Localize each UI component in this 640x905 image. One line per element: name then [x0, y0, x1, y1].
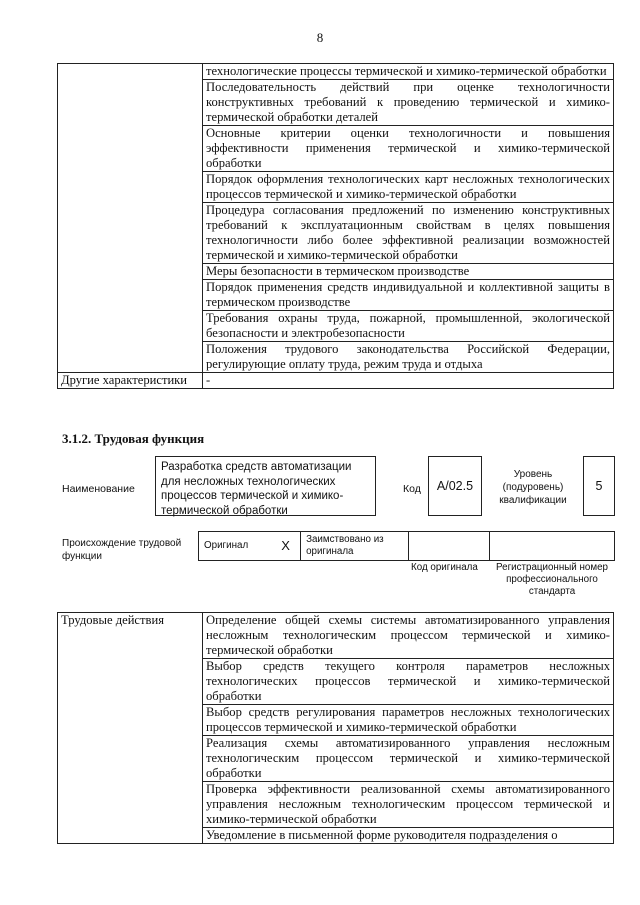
origin-mark: X: [276, 532, 300, 561]
table-cell: Определение общей схемы системы автоматизированного управления несложным технологическим процессом термической и химико-термической обработки: [203, 613, 614, 659]
level-label: Уровень (подуровень) квалификации: [499, 469, 567, 506]
other-characteristics-value: -: [203, 373, 614, 389]
level-value: 5: [583, 456, 615, 516]
origin-original-label: Оригинал: [199, 532, 277, 561]
table-cell: Требования охраны труда, пожарной, промышленной, экологической безопасности и электробезопасности: [203, 311, 614, 342]
labor-actions-table: [57, 612, 614, 844]
table-cell: Выбор средств текущего контроля параметров несложных технологических процессов термической и химико-термической обработки: [203, 659, 614, 705]
page-number: 8: [316, 30, 324, 45]
table-row: [58, 613, 614, 659]
table-cell: Процедура согласования предложений по изменению конструктивных требований к эксплуатационным свойствам в целях повышения технологичности либо более эффективной реализации возможностей термической и химико-термической обработки: [203, 203, 614, 264]
table-cell: Проверка эффективности реализованной схемы автоматизированного управления несложным технологическим процессом термической и химико-термической обработки: [203, 782, 614, 828]
other-characteristics-label: Другие характеристики: [58, 373, 203, 389]
table-cell: Основные критерии оценки технологичности и повышения эффективности применения термической и химико-термической обработки: [203, 126, 614, 172]
origin-borrowed-label: Заимствовано из оригинала: [301, 532, 409, 561]
table-cell: Уведомление в письменной форме руководителя подразделения о: [203, 828, 614, 844]
section-heading: 3.1.2. Трудовая функция: [62, 431, 205, 446]
table-cell: Положения трудового законодательства Российской Федерации, регулирующие оплату труда, режим труда и отдыха: [203, 342, 614, 373]
caption-code: Код оригинала: [411, 562, 478, 573]
table-cell: Порядок оформления технологических карт несложных технологических процессов термической и химико-термической обработки: [203, 172, 614, 203]
table-cell: технологические процессы термической и химико-термической обработки: [203, 64, 614, 80]
origin-label: Происхождение трудовой функции: [62, 538, 182, 562]
table-cell: Меры безопасности в термическом производстве: [203, 264, 614, 280]
table-cell: Последовательность действий при оценке технологичности конструктивных требований к проведению термической и химико-термической обработки деталей: [203, 80, 614, 126]
function-name-field: Разработка средств автоматизации для несложных технологических процессов термической и химико-термической обработки: [155, 456, 376, 516]
table-cell: Реализация схемы автоматизированного управления несложным технологическим процессом термической и химико-термической обработки: [203, 736, 614, 782]
code-value: A/02.5: [428, 456, 482, 516]
labor-actions-label: Трудовые действия: [58, 613, 203, 844]
code-label: Код: [403, 483, 421, 495]
name-label: Наименование: [62, 483, 135, 495]
caption-reg: Регистрационный номер профессионального стандарта: [496, 562, 608, 597]
table-cell: Выбор средств регулирования параметров несложных технологических процессов термической и химико-термической обработки: [203, 705, 614, 736]
table-cell: Порядок применения средств индивидуальной и коллективной защиты в термическом производстве: [203, 280, 614, 311]
